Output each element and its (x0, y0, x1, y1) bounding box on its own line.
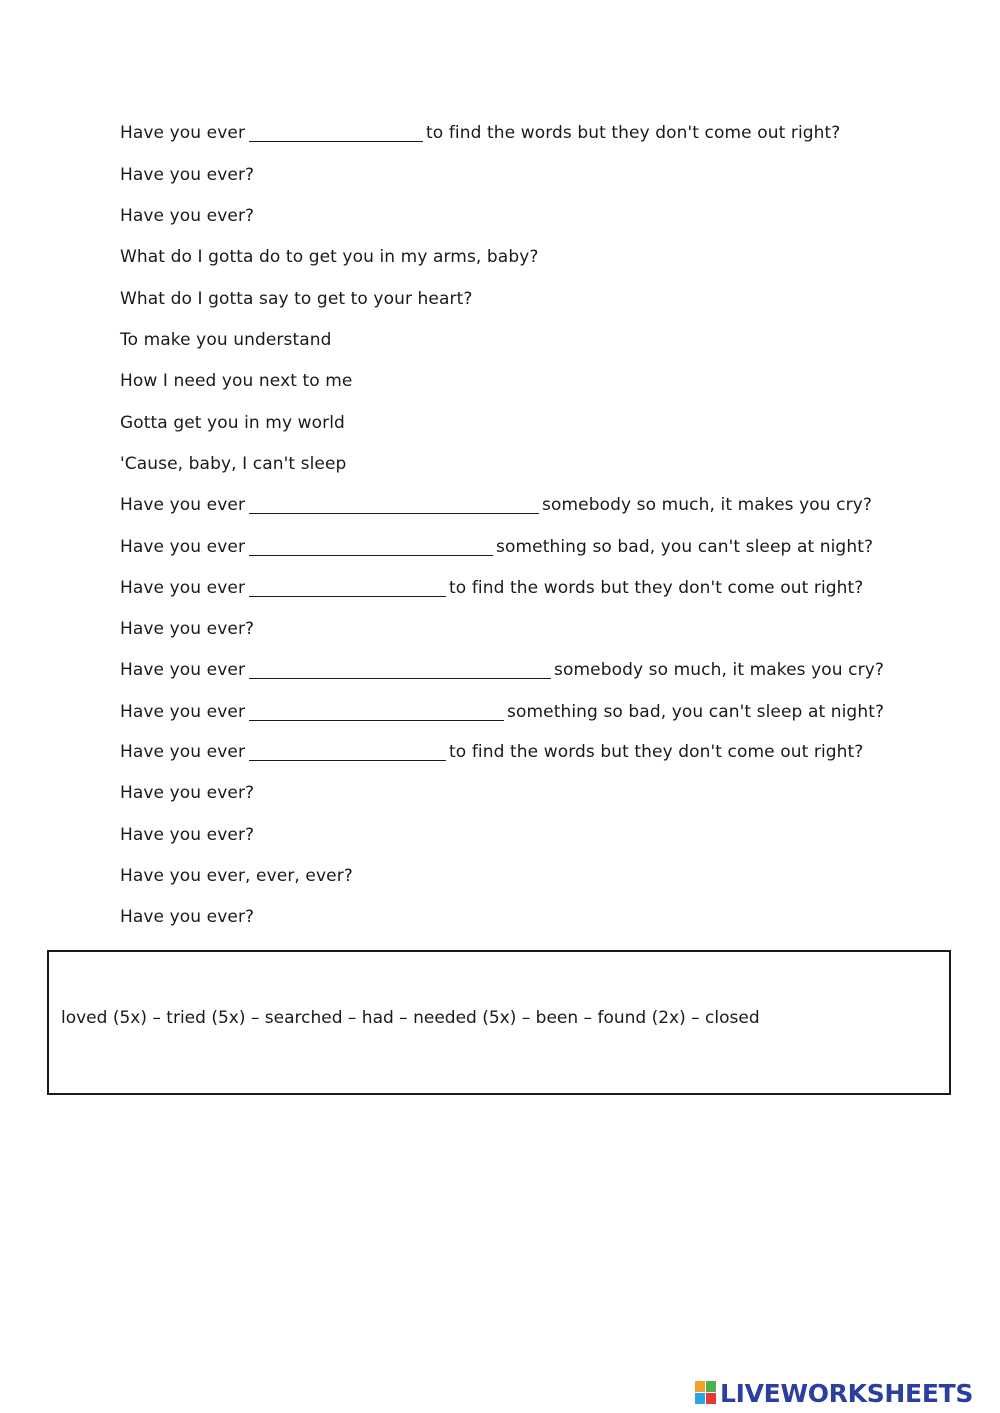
lyric-text: Have you ever (120, 702, 246, 722)
logo-block-icon (695, 1381, 705, 1392)
lyric-text: something so bad, you can't sleep at night? (496, 537, 874, 557)
lyric-line (120, 576, 863, 600)
blank-input[interactable] (249, 535, 493, 559)
lyric-text: Have you ever (120, 660, 246, 680)
lyric-text: Have you ever (120, 123, 246, 143)
lyric-line (120, 493, 872, 517)
lyric-line (120, 245, 539, 269)
lyric-line (120, 369, 353, 393)
lyric-text: somebody so much, it makes you cry? (542, 495, 872, 515)
lyric-text: To make you understand (120, 330, 332, 350)
lyric-text: to find the words but they don't come out right? (449, 578, 864, 598)
lyric-text: to find the words but they don't come out right? (449, 742, 864, 762)
blank-input[interactable] (249, 700, 504, 724)
blank-input[interactable] (249, 658, 551, 682)
lyric-text: Have you ever, ever, ever? (120, 866, 353, 886)
lyric-text: to find the words but they don't come out right? (426, 123, 841, 143)
lyric-text: What do I gotta say to get to your heart? (120, 289, 473, 309)
blank-input[interactable] (249, 576, 446, 600)
lyric-text: Have you ever? (120, 825, 255, 845)
lyric-text: Have you ever? (120, 907, 255, 927)
lyric-line (120, 823, 254, 847)
lyric-text: 'Cause, baby, I can't sleep (120, 454, 347, 474)
lyric-text: Have you ever (120, 495, 246, 515)
lyric-line (120, 905, 254, 929)
lyric-text: something so bad, you can't sleep at night? (507, 702, 885, 722)
lyric-line (120, 617, 254, 641)
lyric-text: Have you ever? (120, 619, 255, 639)
logo-block-icon (695, 1393, 705, 1404)
lyric-text: somebody so much, it makes you cry? (554, 660, 884, 680)
lyric-text: Have you ever? (120, 783, 255, 803)
lyric-line (120, 121, 840, 145)
lyric-line (120, 411, 345, 435)
lyric-text: Have you ever (120, 537, 246, 557)
lyric-line (120, 163, 254, 187)
lyric-text: How I need you next to me (120, 371, 353, 391)
logo-block-icon (706, 1381, 716, 1392)
lyric-text: Have you ever? (120, 206, 255, 226)
lyric-line (120, 864, 353, 888)
blank-input[interactable] (249, 740, 446, 764)
lyric-line (120, 700, 884, 724)
blank-input[interactable] (249, 121, 423, 145)
word-bank-text: loved (5x) – tried (5x) – searched – had – needed (5x) – been – found (2x) – closed (61, 1008, 760, 1028)
lyric-text: What do I gotta do to get you in my arms, baby? (120, 247, 539, 267)
lyric-text: Have you ever (120, 742, 246, 762)
lyric-text: Gotta get you in my world (120, 413, 345, 433)
lyric-text: Have you ever (120, 578, 246, 598)
logo-blocks-icon (695, 1381, 717, 1405)
lyric-line (120, 535, 873, 559)
lyric-line (120, 287, 472, 311)
blank-input[interactable] (249, 493, 539, 517)
lyric-line (120, 658, 884, 682)
word-bank-box (47, 950, 951, 1095)
lyric-line (120, 740, 863, 764)
lyric-text: Have you ever? (120, 165, 255, 185)
lyric-line (120, 204, 254, 228)
lyric-line (120, 781, 254, 805)
logo-block-icon (706, 1393, 716, 1404)
lyric-line (120, 328, 332, 352)
lyric-line (120, 452, 346, 476)
liveworksheets-logo (695, 1377, 973, 1409)
logo-text: LIVEWORKSHEETS (720, 1378, 974, 1408)
